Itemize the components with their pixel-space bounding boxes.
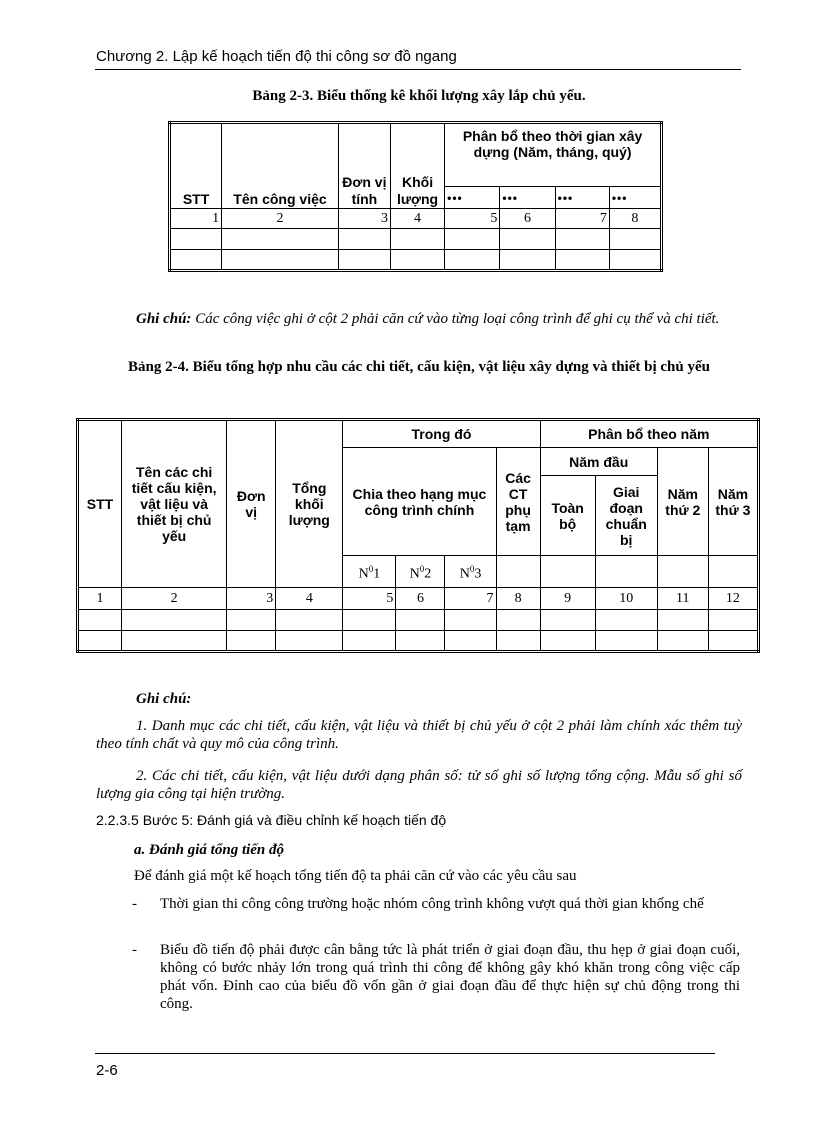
t2-sub-no2: $N^02$ [396, 556, 445, 588]
t1-h-name: Tên công việc [222, 123, 339, 209]
t1-h-unit: Đơn vị tính [338, 123, 390, 209]
intro-text: Để đánh giá một kế hoạch tổng tiến độ ta phải căn cứ vào các yêu cầu sau [134, 868, 577, 884]
bullet-dash: - [132, 896, 137, 912]
note1-text: Các công việc ghi ở cột 2 phải căn cứ vào từng loại công trình để ghi cụ thể và chi tiết. [191, 311, 720, 327]
table-row [170, 229, 662, 250]
page-number: 2-6 [96, 1062, 118, 1079]
t2-h-temp: Các CT phụ tạm [496, 448, 540, 556]
footer-rule [95, 1053, 715, 1054]
t2-h-year1: Năm đầu [540, 448, 657, 476]
table2-caption: Bảng 2-4. Biểu tổng hợp nhu cầu các chi tiết, cấu kiện, vật liệu xây dựng và thiết bị chủ yếu [128, 359, 710, 375]
bullet-text: Biểu đồ tiến độ phải được cân bằng tức là phát triển ở giai đoạn đầu, thu hẹp ở giai đoạn cuối, không có bước nhảy lớn trong quá trình thi công để không gây khó khăn trong công việc cấp phát vốn. Đỉnh cao của biểu đồ vốn gần ở giai đoạn đầu để thực hiện sự chủ động trong thi công. [160, 942, 740, 1012]
t2-num: 12 [708, 588, 758, 610]
t2-h-total: Tổng khối lượng [276, 420, 343, 588]
t2-h-y3: Năm thứ 3 [708, 448, 758, 556]
header-rule [95, 69, 741, 70]
page-header: Chương 2. Lập kế hoạch tiến độ thi công sơ đồ ngang [96, 48, 457, 65]
t1-h-stt: STT [170, 123, 222, 209]
t2-num: 4 [276, 588, 343, 610]
t2-num: 8 [496, 588, 540, 610]
subsection-title: a. Đánh giá tổng tiến độ [134, 842, 285, 858]
table1-caption: Bảng 2-3. Biểu thống kê khối lượng xây lắp chủ yếu. [252, 88, 586, 104]
list-item [132, 941, 740, 1013]
t2-h-unit: Đơn vị [227, 420, 276, 588]
note2-p2: 2. Các chi tiết, cấu kiện, vật liệu dưới dạng phân số: tử số ghi số lượng tổng cộng. Mẫu số ghi số lượng gia công tại hiện trường. [96, 768, 742, 802]
t2-h-stt: STT [78, 420, 122, 588]
t1-num: 8 [609, 209, 661, 229]
t2-h-y2: Năm thứ 2 [657, 448, 708, 556]
t1-num: 1 [170, 209, 222, 229]
t2-h-among: Trong đó [343, 420, 540, 448]
t1-h-qty: Khối lượng [390, 123, 444, 209]
table-row [170, 250, 662, 271]
bullet-dash: - [132, 942, 137, 958]
t2-num: 7 [445, 588, 496, 610]
t2-h-prep: Giai đoạn chuẩn bị [595, 476, 657, 556]
note1-label: Ghi chú: [136, 311, 192, 327]
t2-num: 11 [657, 588, 708, 610]
note1 [96, 310, 742, 328]
t1-num: 5 [445, 209, 500, 229]
t1-num: 6 [500, 209, 555, 229]
t1-h-dist: Phân bổ theo thời gian xây dựng (Năm, tháng, quý) [445, 123, 662, 187]
t1-num: 7 [555, 209, 609, 229]
t2-num: 9 [540, 588, 595, 610]
t2-h-split: Chia theo hạng mục công trình chính [343, 448, 496, 556]
t1-dots-5: ••• [445, 187, 500, 209]
t1-dots-6: ••• [500, 187, 555, 209]
t2-sub-no3: $N^03$ [445, 556, 496, 588]
table-row [78, 610, 759, 631]
t2-num: 1 [78, 588, 122, 610]
table-row [78, 631, 759, 652]
t2-h-all: Toàn bộ [540, 476, 595, 556]
t1-dots-8: ••• [609, 187, 661, 209]
bullet-text: Thời gian thi công công trường hoặc nhóm công trình không vượt quá thời gian khống chế [160, 896, 704, 912]
t2-h-name: Tên các chi tiết cấu kiện, vật liệu và thiết bị chủ yếu [122, 420, 227, 588]
t2-num: 10 [595, 588, 657, 610]
t2-num: 6 [396, 588, 445, 610]
t1-dots-7: ••• [555, 187, 609, 209]
table1 [168, 121, 663, 272]
t1-num: 3 [338, 209, 390, 229]
t2-h-dist: Phân bổ theo năm [540, 420, 758, 448]
t1-num: 2 [222, 209, 339, 229]
list-item [132, 895, 740, 913]
t2-num: 3 [227, 588, 276, 610]
note2-label: Ghi chú: [136, 691, 192, 707]
table2 [76, 418, 760, 653]
t2-num: 2 [122, 588, 227, 610]
t2-num: 5 [343, 588, 396, 610]
t1-num: 4 [390, 209, 444, 229]
note2-p1: 1. Danh mục các chi tiết, cấu kiện, vật liệu và thiết bị chủ yếu ở cột 2 phải làm chính xác thêm tuỳ theo tính chất và quy mô của công trình. [96, 718, 742, 752]
section-title: 2.2.3.5 Bước 5: Đánh giá và điều chỉnh kế hoạch tiến độ [96, 812, 447, 828]
t2-sub-no1: $N^01$ [343, 556, 396, 588]
